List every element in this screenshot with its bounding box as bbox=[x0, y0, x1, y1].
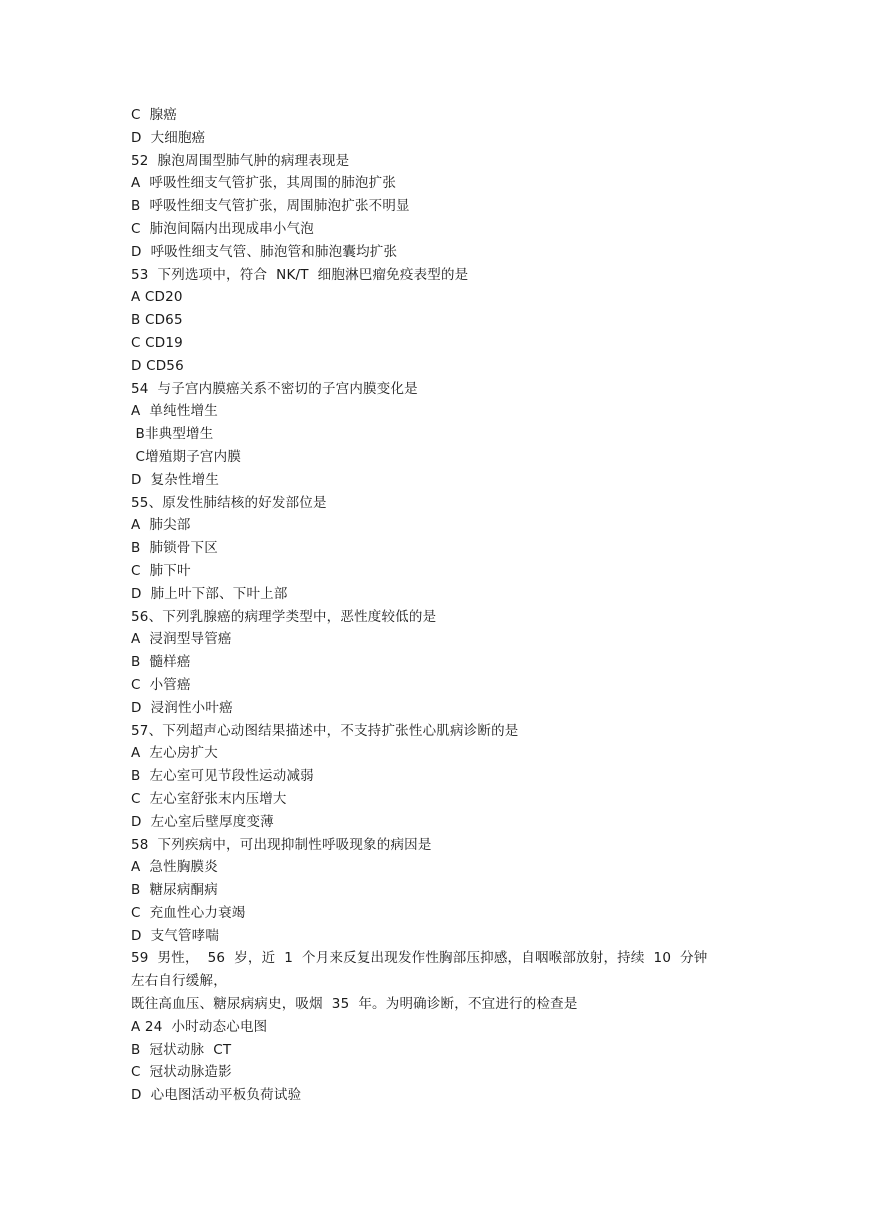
question-text-line: 左右自行缓解， bbox=[131, 973, 227, 990]
question-text-line: 57、下列超声心动图结果描述中，不支持扩张性心肌病诊断的是 bbox=[131, 722, 519, 739]
answer-option-line: A 急性胸膜炎 bbox=[131, 859, 218, 876]
answer-option-line: B非典型增生 bbox=[131, 426, 214, 443]
question-text-line: 54 与子宫内膜癌关系不密切的子宫内膜变化是 bbox=[131, 380, 418, 397]
answer-option-line: C 充血性心力衰竭 bbox=[131, 904, 246, 921]
answer-option-line: A 单纯性增生 bbox=[131, 403, 218, 420]
answer-option-line: D 支气管哮喘 bbox=[131, 927, 220, 944]
question-text-line: 52 腺泡周围型肺气肿的病理表现是 bbox=[131, 152, 350, 169]
answer-option-line: A 肺尖部 bbox=[131, 517, 191, 534]
answer-option-line: D 左心室后壁厚度变薄 bbox=[131, 813, 274, 830]
answer-option-line: D 浸润性小叶癌 bbox=[131, 699, 233, 716]
answer-option-line: B 呼吸性细支气管扩张，周围肺泡扩张不明显 bbox=[131, 198, 410, 215]
answer-option-line: C 小管癌 bbox=[131, 676, 191, 693]
answer-option-line: A 左心房扩大 bbox=[131, 745, 218, 762]
answer-option-line: B CD65 bbox=[131, 312, 183, 329]
question-text-line: 53 下列选项中，符合 NK/T 细胞淋巴瘤免疫表型的是 bbox=[131, 266, 469, 283]
answer-option-line: C 左心室舒张末内压增大 bbox=[131, 790, 287, 807]
answer-option-line: B 左心室可见节段性运动减弱 bbox=[131, 768, 314, 785]
answer-option-line: D 复杂性增生 bbox=[131, 471, 220, 488]
answer-option-line: A 24 小时动态心电图 bbox=[131, 1018, 268, 1035]
answer-option-line: D CD56 bbox=[131, 357, 184, 374]
question-text-line: 59 男性， 56 岁，近 1 个月来反复出现发作性胸部压抑感，自咽喉部放射，持续 10 分钟 bbox=[131, 950, 708, 967]
answer-option-line: D 肺上叶下部、下叶上部 bbox=[131, 585, 288, 602]
question-text-line: 58 下列疾病中，可出现抑制性呼吸现象的病因是 bbox=[131, 836, 432, 853]
answer-option-line: D 心电图活动平板负荷试验 bbox=[131, 1087, 302, 1104]
answer-option-line: C CD19 bbox=[131, 334, 183, 351]
question-text-line: 55、原发性肺结核的好发部位是 bbox=[131, 494, 327, 511]
answer-option-line: A 呼吸性细支气管扩张，其周围的肺泡扩张 bbox=[131, 175, 397, 192]
answer-option-line: D 大细胞癌 bbox=[131, 129, 206, 146]
answer-option-line: C 冠状动脉造影 bbox=[131, 1064, 232, 1081]
answer-option-line: C 肺下叶 bbox=[131, 562, 191, 579]
answer-option-line: B 髓样癌 bbox=[131, 654, 191, 671]
question-text-line: 56、下列乳腺癌的病理学类型中，恶性度较低的是 bbox=[131, 608, 437, 625]
answer-option-line: C 肺泡间隔内出现成串小气泡 bbox=[131, 220, 315, 237]
answer-option-line: D 呼吸性细支气管、肺泡管和肺泡囊均扩张 bbox=[131, 243, 398, 260]
answer-option-line: B 冠状动脉 CT bbox=[131, 1041, 232, 1058]
answer-option-line: C 腺癌 bbox=[131, 107, 178, 123]
answer-option-line: A 浸润型导管癌 bbox=[131, 631, 232, 648]
answer-option-line: B 糖尿病酮病 bbox=[131, 882, 218, 899]
question-text-line: 既往高血压、糖尿病病史，吸烟 35 年。为明确诊断，不宜进行的检查是 bbox=[131, 996, 578, 1013]
answer-option-line: B 肺锁骨下区 bbox=[131, 540, 218, 557]
answer-option-line: C增殖期子宫内膜 bbox=[131, 448, 242, 465]
document-page bbox=[131, 104, 751, 1107]
answer-option-line: A CD20 bbox=[131, 289, 183, 306]
